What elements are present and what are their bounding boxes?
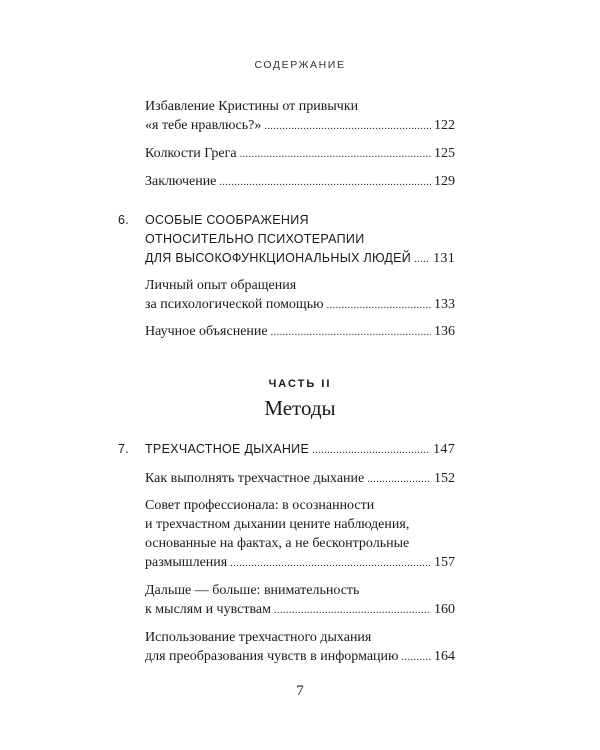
- toc-entry[interactable]: [145, 628, 455, 666]
- dot-leader: [327, 296, 431, 315]
- page-number: 129: [434, 174, 455, 189]
- chapter-title-line: ОТНОСИТЕЛЬНО ПСИХОТЕРАПИИ: [145, 232, 365, 246]
- toc-entry[interactable]: [145, 469, 455, 488]
- toc-entry-title: за психологической помощью: [145, 297, 324, 312]
- toc-entry[interactable]: [145, 276, 455, 314]
- toc-chapter-6[interactable]: [118, 211, 455, 268]
- dot-leader: [230, 554, 431, 573]
- page-number: 133: [434, 297, 455, 312]
- page-number: 164: [434, 649, 455, 664]
- toc-entry[interactable]: [145, 581, 455, 619]
- toc-entry-title: Как выполнять трехчастное дыхание: [145, 471, 365, 486]
- toc-entry-line: Использование трехчастного дыхания: [145, 630, 372, 645]
- toc-entry-title: Колкости Грега: [145, 146, 237, 161]
- dot-leader: [264, 117, 431, 136]
- page-number: 131: [433, 251, 455, 266]
- toc-entry-title: «я тебе нравлюсь?»: [145, 118, 262, 133]
- toc-chapter-7[interactable]: [118, 440, 455, 459]
- toc-entry-title: размышления: [145, 555, 228, 570]
- chapter-number: 6.: [118, 213, 130, 227]
- page-number: 125: [434, 146, 455, 161]
- page-number: 147: [433, 442, 455, 457]
- toc-entry-line: Совет профессионала: в осознанности: [145, 498, 375, 513]
- dot-leader: [312, 441, 430, 460]
- chapter-title-line: ТРЕХЧАСТНОЕ ДЫХАНИЕ: [145, 442, 310, 456]
- toc-entry-line: и трехчастном дыхании цените наблюдения,: [145, 517, 410, 532]
- dot-leader: [219, 173, 431, 192]
- page-number: 136: [434, 324, 455, 339]
- chapter-title-line: ОСОБЫЕ СООБРАЖЕНИЯ: [145, 213, 309, 227]
- toc-entry[interactable]: [145, 97, 455, 135]
- dot-leader: [274, 601, 431, 620]
- toc-entry-title: к мыслям и чувствам: [145, 602, 271, 617]
- page-folio: 7: [296, 683, 304, 699]
- part-label: ЧАСТЬ II: [268, 378, 332, 390]
- toc-entry-line: Личный опыт обращения: [145, 278, 297, 293]
- toc-entry-line: Избавление Кристины от привычки: [145, 99, 359, 114]
- running-head: СОДЕРЖАНИЕ: [254, 59, 346, 71]
- toc-entry-title: Заключение: [145, 174, 217, 189]
- chapter-title-line: ДЛЯ ВЫСОКОФУНКЦИОНАЛЬНЫХ ЛЮДЕЙ: [145, 251, 412, 265]
- toc-entry-line: Дальше — больше: внимательность: [145, 583, 360, 598]
- page-number: 152: [434, 471, 455, 486]
- dot-leader: [414, 250, 430, 269]
- chapter-number: 7.: [118, 442, 130, 456]
- toc-entry[interactable]: [145, 322, 455, 341]
- dot-leader: [402, 648, 432, 667]
- dot-leader: [240, 145, 431, 164]
- page-number: 157: [434, 555, 455, 570]
- part-title: Методы: [264, 396, 336, 420]
- dot-leader: [367, 470, 431, 489]
- toc-entry-title: для преобразования чувств в информацию: [145, 649, 399, 664]
- toc-entry[interactable]: [145, 144, 455, 163]
- page-number: 160: [434, 602, 455, 617]
- toc-entry[interactable]: [145, 496, 455, 572]
- dot-leader: [271, 323, 431, 342]
- toc-entry-line: основанные на фактах, а не бесконтрольные: [145, 536, 410, 551]
- toc-entry[interactable]: [145, 172, 455, 191]
- toc-entry-title: Научное объяснение: [145, 324, 268, 339]
- page-number: 122: [434, 118, 455, 133]
